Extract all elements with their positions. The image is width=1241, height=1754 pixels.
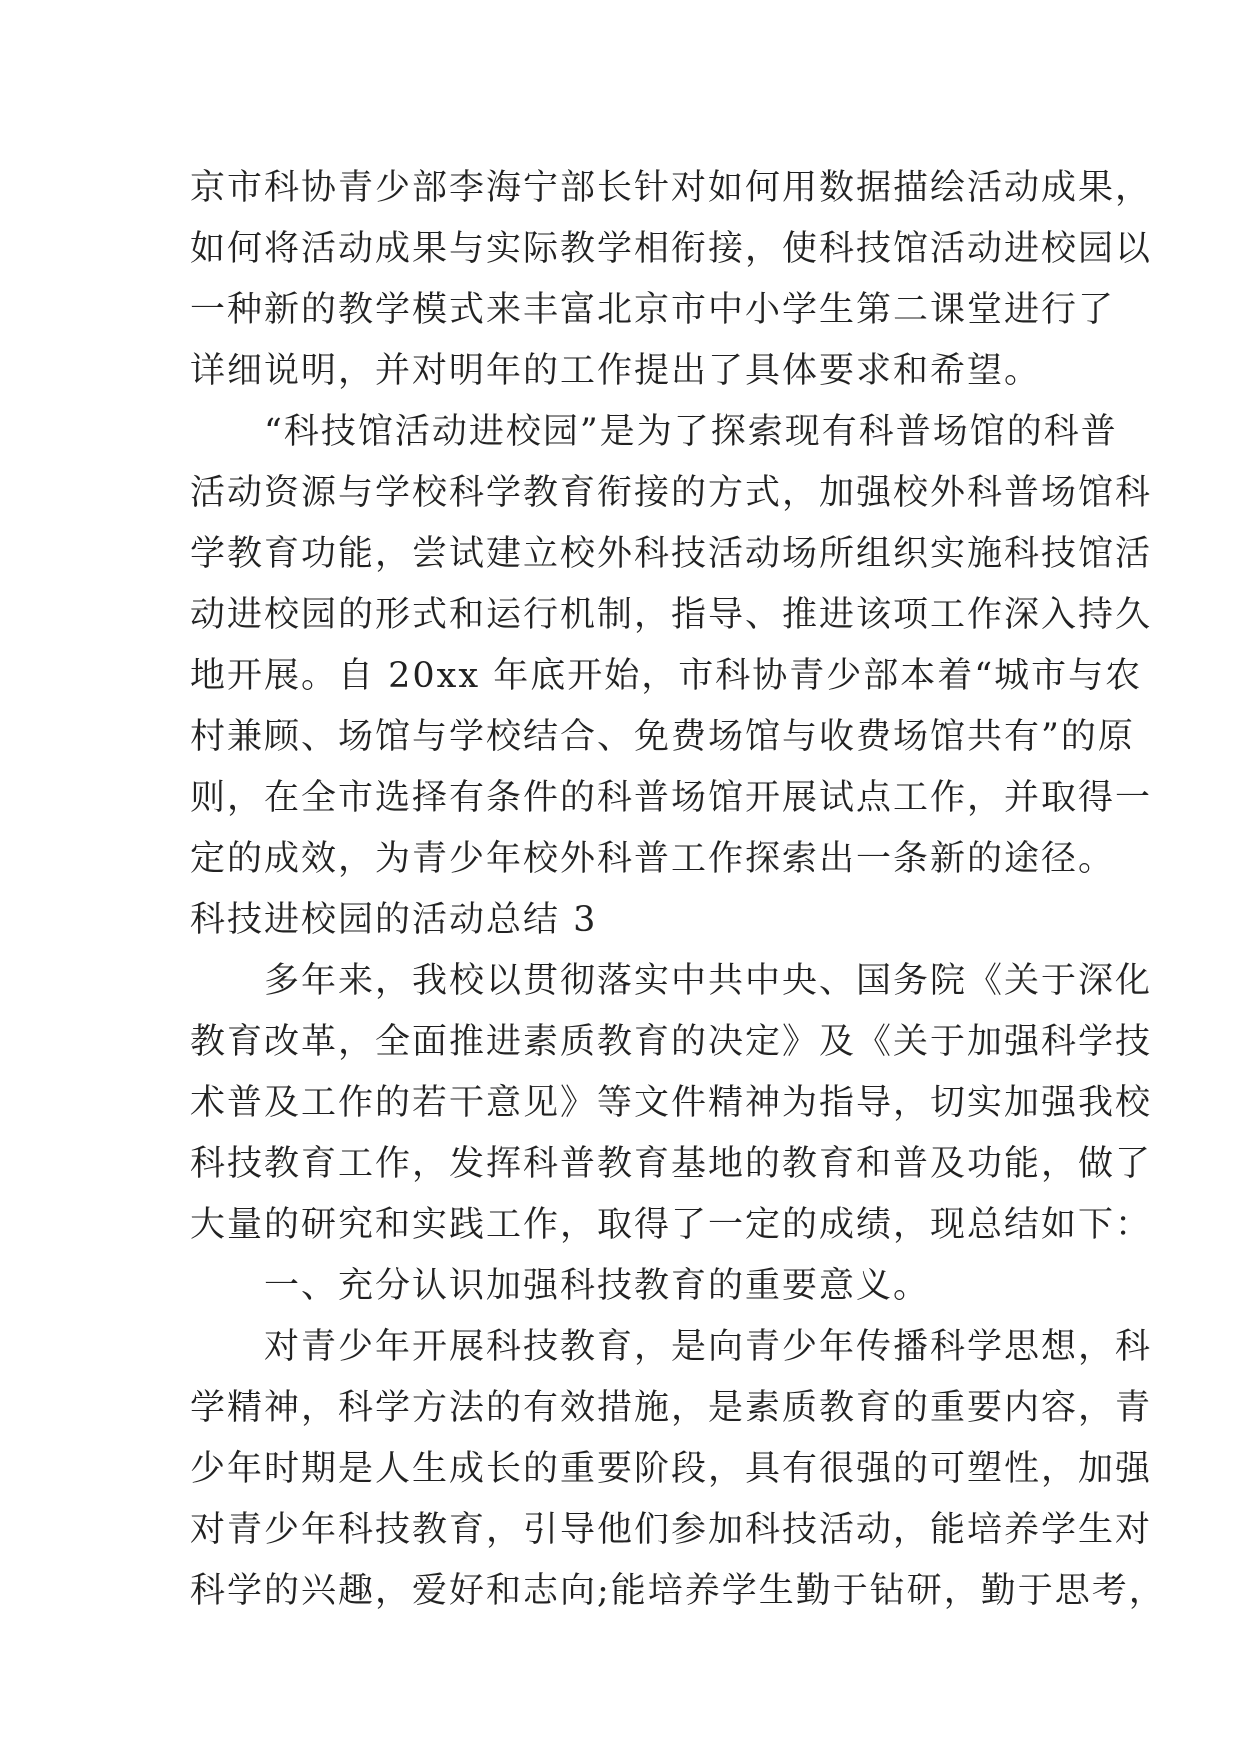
text-line: 少年时期是人生成长的重要阶段，具有很强的可塑性，加强 [190,1449,1153,1489]
section-heading: 科技进校园的活动总结 3 [190,900,598,940]
text-line: 村兼顾、场馆与学校结合、免费场馆与收费场馆共有”的原 [190,717,1135,757]
text-line: 多年来，我校以贯彻落实中共中央、国务院《关于深化 [264,961,1153,1001]
text-line: 大量的研究和实践工作，取得了一定的成绩，现总结如下： [190,1205,1153,1245]
paragraph-2 [190,402,1153,890]
paragraph-3 [190,951,1153,1256]
text-line: 一种新的教学模式来丰富北京市中小学生第二课堂进行了 [190,290,1116,330]
text-line: “科技馆活动进校园”是为了探索现有科普场馆的科普 [264,412,1118,452]
text-line: 定的成效，为青少年校外科普工作探索出一条新的途径。 [190,839,1116,879]
text-line: 对青少年科技教育，引导他们参加科技活动，能培养学生对 [190,1510,1153,1550]
text-line: 对青少年开展科技教育，是向青少年传播科学思想，科 [264,1327,1153,1367]
text-line: 京市科协青少部李海宁部长针对如何用数据描绘活动成果， [190,168,1153,208]
text-line: 详细说明，并对明年的工作提出了具体要求和希望。 [190,351,1042,391]
text-line: 学教育功能，尝试建立校外科技活动场所组织实施科技馆活 [190,534,1153,574]
paragraph-1 [190,158,1153,402]
text-line: 动进校园的形式和运行机制，指导、推进该项工作深入持久 [190,595,1153,635]
text-line: 教育改革，全面推进素质教育的决定》及《关于加强科学技 [190,1022,1153,1062]
text-line: 则，在全市选择有条件的科普场馆开展试点工作，并取得一 [190,778,1153,818]
text-line: 地开展。自 20xx 年底开始，市科协青少部本着“城市与农 [190,656,1143,696]
paragraph-4: 一、充分认识加强科技教育的重要意义。 [264,1266,931,1306]
text-line: 活动资源与学校科学教育衔接的方式，加强校外科普场馆科 [190,473,1153,513]
text-line: 学精神，科学方法的有效措施，是素质教育的重要内容，青 [190,1388,1153,1428]
document-body [190,158,1166,1622]
text-line: 如何将活动成果与实际教学相衔接，使科技馆活动进校园以 [190,229,1153,269]
text-line: 术普及工作的若干意见》等文件精神为指导，切实加强我校 [190,1083,1153,1123]
text-line: 科技教育工作，发挥科普教育基地的教育和普及功能，做了 [190,1144,1153,1184]
text-line: 科学的兴趣，爱好和志向;能培养学生勤于钻研，勤于思考， [190,1571,1166,1611]
paragraph-5 [190,1317,1166,1622]
